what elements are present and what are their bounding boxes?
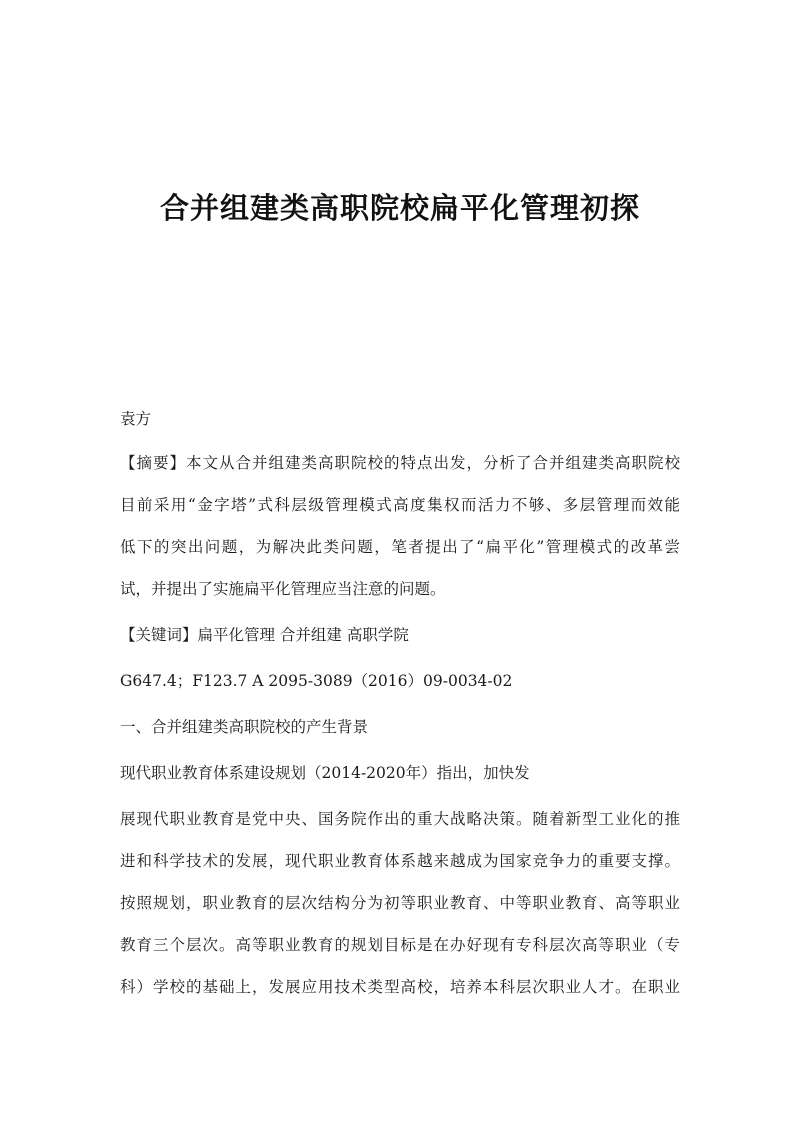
document-title: 合并组建类高职院校扁平化管理初探	[159, 191, 640, 225]
keywords: 【关键词】扁平化管理 合并组建 高职学院	[120, 626, 409, 644]
section-intro: 现代职业教育体系建设规划（2014-2020年）指出，加快发	[120, 764, 530, 782]
abstract-line: 【摘要】本文从合并组建类高职院校的特点出发，分析了合并组建类高职院校	[120, 454, 680, 472]
abstract-line: 低下的突出问题，为解决此类问题，笔者提出了“扁平化”管理模式的改革尝	[120, 538, 680, 556]
body-line: 进和科学技术的发展，现代职业教育体系越来越成为国家竞争力的重要支撑。	[120, 852, 680, 870]
body-line: 按照规划，职业教育的层次结构分为初等职业教育、中等职业教育、高等职业	[120, 894, 680, 912]
section-heading: 一、合并组建类高职院校的产生背景	[120, 718, 369, 736]
abstract	[120, 448, 680, 604]
abstract-line: 试，并提出了实施扁平化管理应当注意的问题。	[120, 580, 446, 598]
author-name: 袁方	[120, 410, 152, 428]
body-line: 展现代职业教育是党中央、国务院作出的重大战略决策。随着新型工业化的推	[120, 810, 680, 828]
abstract-line: 目前采用“金字塔”式科层级管理模式高度集权而活力不够、多层管理而效能	[120, 496, 680, 514]
classification-code: G647.4；F123.7 A 2095-3089（2016）09-0034-02	[120, 672, 513, 690]
body-line: 教育三个层次。高等职业教育的规划目标是在办好现有专科层次高等职业（专	[120, 936, 680, 954]
body-line: 科）学校的基础上，发展应用技术类型高校，培养本科层次职业人才。在职业	[120, 978, 680, 996]
document-body	[120, 404, 680, 1014]
body-paragraph	[120, 804, 680, 1002]
